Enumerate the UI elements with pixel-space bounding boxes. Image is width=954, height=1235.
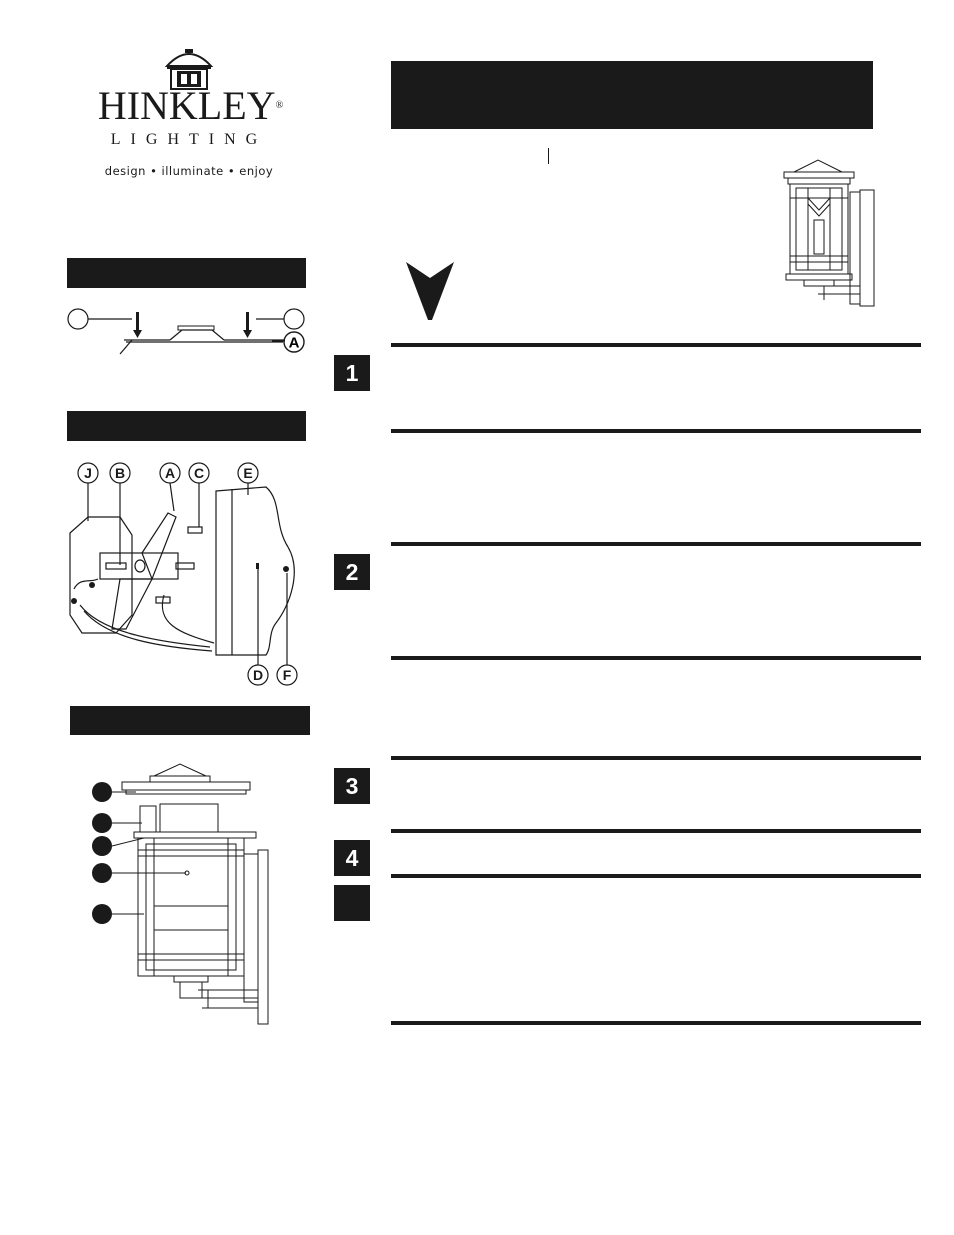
title-divider bbox=[548, 148, 549, 164]
step-1-badge: 1 bbox=[334, 355, 370, 391]
step-2-badge: 2 bbox=[334, 554, 370, 590]
part-callout-1 bbox=[92, 782, 112, 802]
rule-step-1-bottom bbox=[391, 429, 921, 433]
callout-label: A bbox=[288, 334, 300, 352]
callout-a: A bbox=[164, 465, 176, 481]
callout-d: D bbox=[252, 667, 264, 683]
registered-mark: ® bbox=[275, 100, 284, 111]
fixture-thumbnail bbox=[778, 158, 882, 308]
section-header-parts bbox=[70, 706, 310, 735]
part-callout-4 bbox=[92, 863, 112, 883]
step-5-badge bbox=[334, 885, 370, 921]
brand-name: HINKLEY® bbox=[97, 83, 284, 128]
rule-bottom bbox=[391, 1021, 921, 1025]
part-callout-3 bbox=[92, 836, 112, 856]
rule-step-1-top bbox=[391, 343, 921, 347]
section-header-mounting bbox=[67, 258, 306, 288]
title-block bbox=[391, 61, 873, 129]
section-header-wiring bbox=[67, 411, 306, 441]
brand-tagline: design • illuminate • enjoy bbox=[104, 164, 274, 178]
callout-c: C bbox=[193, 465, 205, 481]
wiring-diagram bbox=[60, 455, 310, 695]
step-4-badge: 4 bbox=[334, 840, 370, 876]
parts-diagram bbox=[88, 762, 278, 1027]
part-callout-5 bbox=[92, 904, 112, 924]
rule-step-4-top bbox=[391, 829, 921, 833]
callout-e: E bbox=[243, 465, 253, 481]
callout-f: F bbox=[282, 667, 292, 683]
callout-b: B bbox=[114, 465, 126, 481]
part-callout-2 bbox=[92, 813, 112, 833]
callout-j: J bbox=[84, 465, 92, 481]
brand-subname: LIGHTING bbox=[110, 131, 268, 148]
rule-step-2-bottom bbox=[391, 656, 921, 660]
mounting-diagram bbox=[60, 300, 310, 372]
warning-arrow-icon bbox=[402, 260, 458, 322]
rule-step-5-top bbox=[391, 874, 921, 878]
rule-step-3-top bbox=[391, 756, 921, 760]
rule-step-2-top bbox=[391, 542, 921, 546]
step-3-badge: 3 bbox=[334, 768, 370, 804]
